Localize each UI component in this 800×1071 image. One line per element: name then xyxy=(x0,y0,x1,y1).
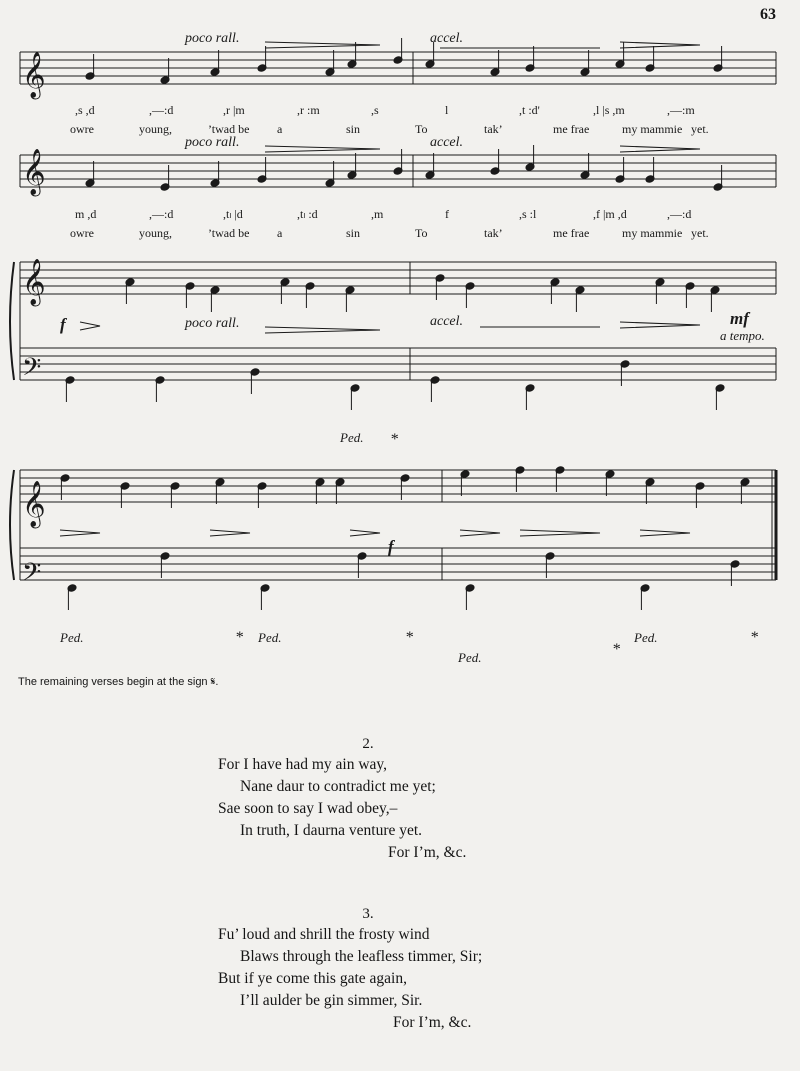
note-head xyxy=(730,560,740,586)
pedal-release-mark: * xyxy=(235,629,243,646)
direction-accel: accel. xyxy=(430,314,464,329)
note-head xyxy=(465,282,475,308)
pedal-release-mark: * xyxy=(612,641,620,658)
staff xyxy=(20,348,776,380)
solfa-syllable: ,r :m xyxy=(297,103,320,117)
solfa-syllable: l xyxy=(445,103,449,117)
note-head xyxy=(357,552,367,578)
note-head xyxy=(525,46,535,72)
note-head xyxy=(393,38,403,64)
direction-a-tempo: a tempo. xyxy=(720,328,765,343)
solfa-syllable: ,s xyxy=(371,103,379,117)
treble-clef-icon: 𝄞 xyxy=(22,52,46,97)
note-head xyxy=(185,282,195,308)
footnote: The remaining verses begin at the sign 𝄋. xyxy=(18,676,219,688)
solfa-syllable: ,—:m xyxy=(667,103,695,117)
verse-refrain: For I’m, &c. xyxy=(388,844,467,861)
note-head xyxy=(580,50,590,76)
note-head xyxy=(280,278,290,304)
note-head xyxy=(325,161,335,187)
verse-refrain: For I’m, &c. xyxy=(393,1014,472,1031)
solfa-syllable: ,—:d xyxy=(149,207,174,221)
note-head xyxy=(490,50,500,76)
note-head xyxy=(460,470,470,496)
note-head xyxy=(695,482,705,508)
pedal-mark: Ped. xyxy=(634,630,658,645)
note-head xyxy=(645,157,655,183)
note-head xyxy=(260,584,270,610)
lyric-syllable: young, xyxy=(139,122,172,136)
pedal-mark: Ped. xyxy=(258,630,282,645)
pedal-mark: Ped. xyxy=(340,430,364,445)
solfa-syllable: ,m xyxy=(371,207,384,221)
verse-2-lines xyxy=(218,736,518,866)
lyric-syllable: owre xyxy=(70,122,94,136)
note-head xyxy=(210,286,220,312)
note-head xyxy=(250,368,260,394)
lyric-syllable: owre xyxy=(70,226,94,240)
note-head xyxy=(393,149,403,175)
solfa-syllable: ,—:d xyxy=(149,103,174,117)
solfa-syllable: ,tₗ |d xyxy=(223,207,243,221)
note-head xyxy=(325,50,335,76)
solfa-syllable: ,tₗ :d xyxy=(297,207,318,221)
lyric-syllable: my mammie xyxy=(622,226,683,240)
lyric-syllable: my mammie xyxy=(622,122,683,136)
note-head xyxy=(525,145,535,171)
note-head xyxy=(125,278,135,304)
note-head xyxy=(740,478,750,504)
note-head xyxy=(615,157,625,183)
note-head xyxy=(645,46,655,72)
solfa-syllable: m ,d xyxy=(75,207,97,221)
note-head xyxy=(65,376,75,402)
lyric-syllable: me frae xyxy=(553,122,590,136)
staff xyxy=(20,262,776,294)
lyric-syllable: sin xyxy=(346,226,361,240)
solfa-syllable: ,t :d' xyxy=(519,103,540,117)
verse-number: 3. xyxy=(362,906,374,922)
verse-line: I’ll aulder be gin simmer, Sir. xyxy=(240,992,423,1009)
note-head xyxy=(60,474,70,500)
lyric-syllable: To xyxy=(415,122,428,136)
note-head xyxy=(120,482,130,508)
verse-line: In truth, I daurna venture yet. xyxy=(240,822,423,839)
lyric-syllable: young, xyxy=(139,226,172,240)
note-head xyxy=(640,584,650,610)
note-head xyxy=(645,478,655,504)
brace-icon xyxy=(10,262,14,380)
pedal-release-mark: * xyxy=(750,629,758,646)
treble-clef-icon: 𝄞 xyxy=(22,259,46,304)
note-head xyxy=(545,552,555,578)
lyric-syllable: tak’ xyxy=(484,122,503,136)
lyric-syllable: yet. xyxy=(691,122,709,136)
pedal-release-mark: * xyxy=(390,431,398,448)
lyric-syllable: To xyxy=(415,226,428,240)
note-head xyxy=(490,149,500,175)
lyric-syllable: a xyxy=(277,226,283,240)
note-head xyxy=(550,278,560,304)
solfa-syllable: ,—:d xyxy=(667,207,692,221)
pedal-release-mark: * xyxy=(405,629,413,646)
direction-poco-rall: poco rall. xyxy=(185,316,240,331)
note-head xyxy=(400,474,410,500)
note-head xyxy=(620,360,630,386)
note-head xyxy=(210,161,220,187)
solfa-syllable: ,s ,d xyxy=(75,103,95,117)
note-head xyxy=(85,54,95,80)
dynamic-forte: f xyxy=(388,537,394,556)
note-head xyxy=(335,478,345,504)
lyric-syllable: sin xyxy=(346,122,361,136)
lyric-syllable: me frae xyxy=(553,226,590,240)
pedal-mark: Ped. xyxy=(60,630,84,645)
verse-line: Blaws through the leafless timmer, Sir; xyxy=(240,948,483,965)
page-number: 63 xyxy=(760,6,776,23)
verse-line: Sae soon to say I wad obey,– xyxy=(218,800,398,817)
direction-accel: accel. xyxy=(430,135,464,150)
solfa-syllable: f xyxy=(445,207,449,221)
note-head xyxy=(525,384,535,410)
verse-line: For I have had my ain way, xyxy=(218,756,388,773)
note-head xyxy=(715,384,725,410)
note-head xyxy=(425,153,435,179)
dynamic-mezzo-forte: mf xyxy=(730,309,749,328)
note-head xyxy=(605,470,615,496)
lyric-syllable: yet. xyxy=(691,226,709,240)
bass-clef-icon: 𝄢 xyxy=(22,559,42,592)
direction-poco-rall: poco rall. xyxy=(185,135,240,150)
note-head xyxy=(85,161,95,187)
bass-clef-icon: 𝄢 xyxy=(22,354,42,387)
treble-clef-icon: 𝄞 xyxy=(22,481,46,526)
lyric-syllable: ’twad be xyxy=(208,122,250,136)
note-head xyxy=(257,157,267,183)
verse-line: Fu’ loud and shrill the frosty wind xyxy=(218,926,430,943)
note-head xyxy=(685,282,695,308)
note-head xyxy=(713,46,723,72)
note-head xyxy=(430,376,440,402)
note-head xyxy=(515,466,525,492)
note-head xyxy=(257,46,267,72)
note-head xyxy=(315,478,325,504)
verse-line: But if ye come this gate again, xyxy=(218,970,407,987)
note-head xyxy=(210,50,220,76)
note-head xyxy=(465,584,475,610)
brace-icon xyxy=(10,470,14,580)
lyric-syllable: a xyxy=(277,122,283,136)
direction-poco-rall: poco rall. xyxy=(185,31,240,46)
solfa-syllable: ,f |m ,d xyxy=(593,207,627,221)
staff xyxy=(20,548,776,580)
note-head xyxy=(580,153,590,179)
note-head xyxy=(155,376,165,402)
note-head xyxy=(710,286,720,312)
note-head xyxy=(305,282,315,308)
note-head xyxy=(215,478,225,504)
solfa-syllable: ,r |m xyxy=(223,103,245,117)
note-head xyxy=(347,153,357,179)
dynamic-forte: f xyxy=(60,315,66,334)
direction-accel: accel. xyxy=(430,31,464,46)
note-head xyxy=(555,466,565,492)
note-head xyxy=(170,482,180,508)
note-head xyxy=(350,384,360,410)
note-head xyxy=(615,42,625,68)
solfa-syllable: ,l |s ,m xyxy=(593,103,625,117)
lyric-syllable: tak’ xyxy=(484,226,503,240)
verse-3-lines xyxy=(218,906,578,1036)
note-head xyxy=(67,584,77,610)
note-head xyxy=(575,286,585,312)
note-head xyxy=(160,552,170,578)
note-head xyxy=(257,482,267,508)
note-head xyxy=(435,274,445,300)
verse-line: Nane daur to contradict me yet; xyxy=(240,778,436,795)
staff xyxy=(20,470,776,502)
lyric-syllable: ’twad be xyxy=(208,226,250,240)
note-head xyxy=(345,286,355,312)
note-head xyxy=(160,58,170,84)
solfa-syllable: ,s :l xyxy=(519,207,537,221)
treble-clef-icon: 𝄞 xyxy=(22,149,46,194)
note-head xyxy=(160,165,170,191)
pedal-mark: Ped. xyxy=(458,650,482,665)
note-head xyxy=(655,278,665,304)
note-head xyxy=(713,165,723,191)
verse-number: 2. xyxy=(362,736,374,752)
